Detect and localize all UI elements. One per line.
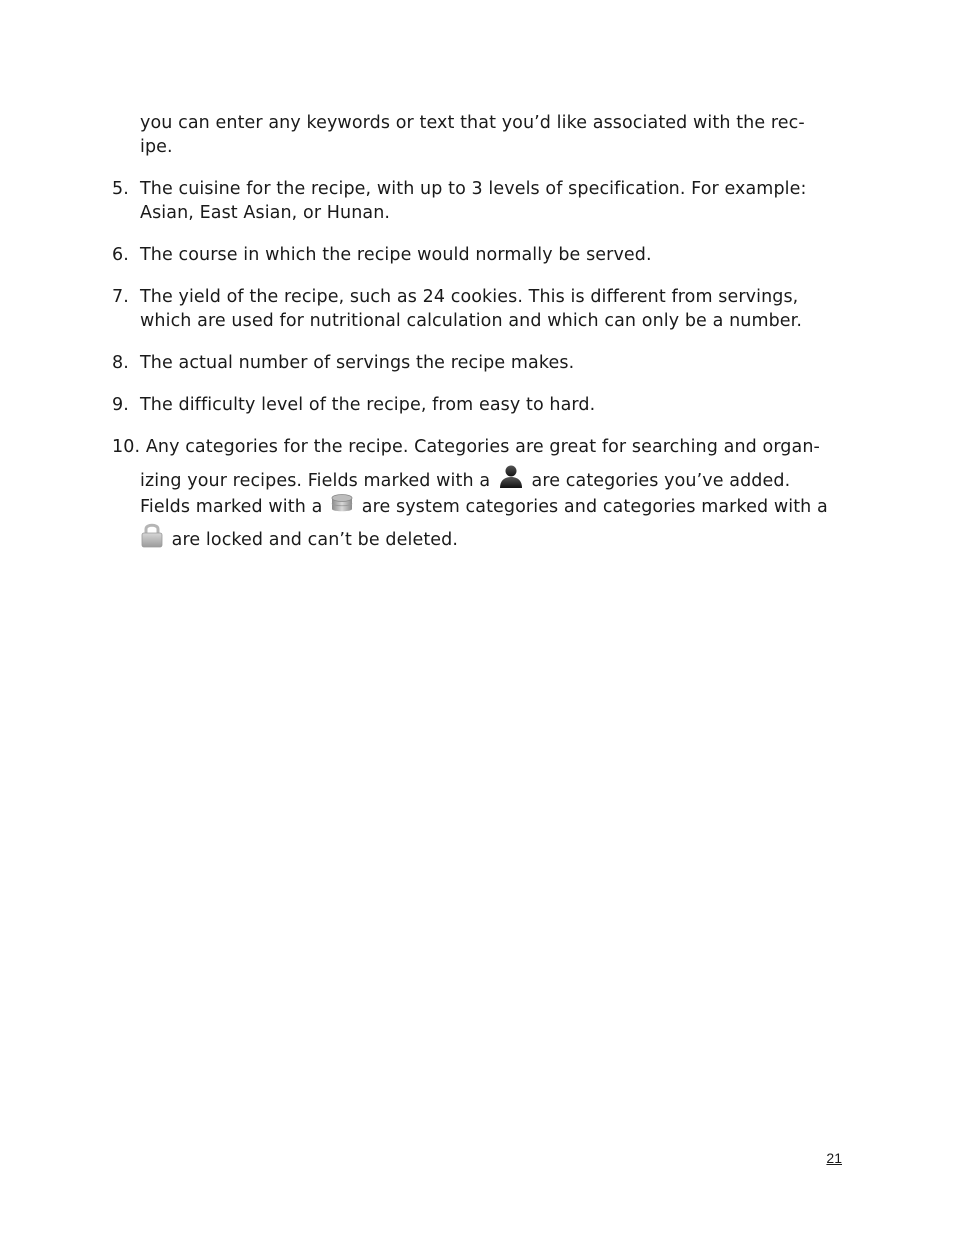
list-item-text <box>140 177 847 225</box>
list-item-line-text: are categories you’ve added. <box>531 471 791 491</box>
list-item-number: 9. <box>112 395 129 415</box>
list-item-line-text: are locked and can’t be deleted. <box>171 530 459 550</box>
list-item-line: The yield of the recipe, such as 24 cookies. This is different from servings, <box>140 287 799 307</box>
list-item-line: which are used for nutritional calculation and which can only be a number. <box>140 311 803 331</box>
list-item-number: 7. <box>112 287 129 307</box>
database-icon <box>330 493 354 515</box>
lock-icon <box>140 522 164 548</box>
list-item <box>112 177 847 225</box>
list-item-line <box>112 522 847 550</box>
list-item-line-text: izing your recipes. Fields marked with a <box>140 471 491 491</box>
document-body <box>112 111 847 550</box>
list-item-line <box>112 459 847 493</box>
list-item-line-text: are system categories and categories marked with a <box>361 497 828 517</box>
list-item <box>112 393 847 417</box>
continuation-line: ipe. <box>140 137 173 157</box>
list-item <box>112 243 847 267</box>
list-item-categories <box>112 435 847 550</box>
list-item-line-text: Fields marked with a <box>140 497 323 517</box>
list-item-text <box>140 393 847 417</box>
list-item-line: Asian, East Asian, or Hunan. <box>140 203 391 223</box>
list-item-line: The course in which the recipe would normally be served. <box>140 245 652 265</box>
list-item-text <box>140 351 847 375</box>
list-item <box>112 351 847 375</box>
list-item-number: 10. <box>112 437 141 457</box>
list-item-line: The cuisine for the recipe, with up to 3 levels of specification. For example: <box>140 179 807 199</box>
continuation-paragraph <box>140 111 847 159</box>
list-item-number: 5. <box>112 179 129 199</box>
list-item-line: The actual number of servings the recipe makes. <box>140 353 575 373</box>
user-icon <box>498 463 524 489</box>
list-item-text <box>140 285 847 333</box>
list-item-text <box>140 243 847 267</box>
list-item-number: 6. <box>112 245 129 265</box>
list-item-line-text: Any categories for the recipe. Categories are great for searching and organ- <box>145 437 820 457</box>
list-item-line: The difficulty level of the recipe, from easy to hard. <box>140 395 596 415</box>
list-item-line <box>112 493 847 522</box>
list-item-line <box>112 435 847 459</box>
list-item-number: 8. <box>112 353 129 373</box>
list-item <box>112 285 847 333</box>
continuation-line: you can enter any keywords or text that you’d like associated with the rec- <box>140 113 805 133</box>
page-number: 21 <box>826 1150 842 1166</box>
